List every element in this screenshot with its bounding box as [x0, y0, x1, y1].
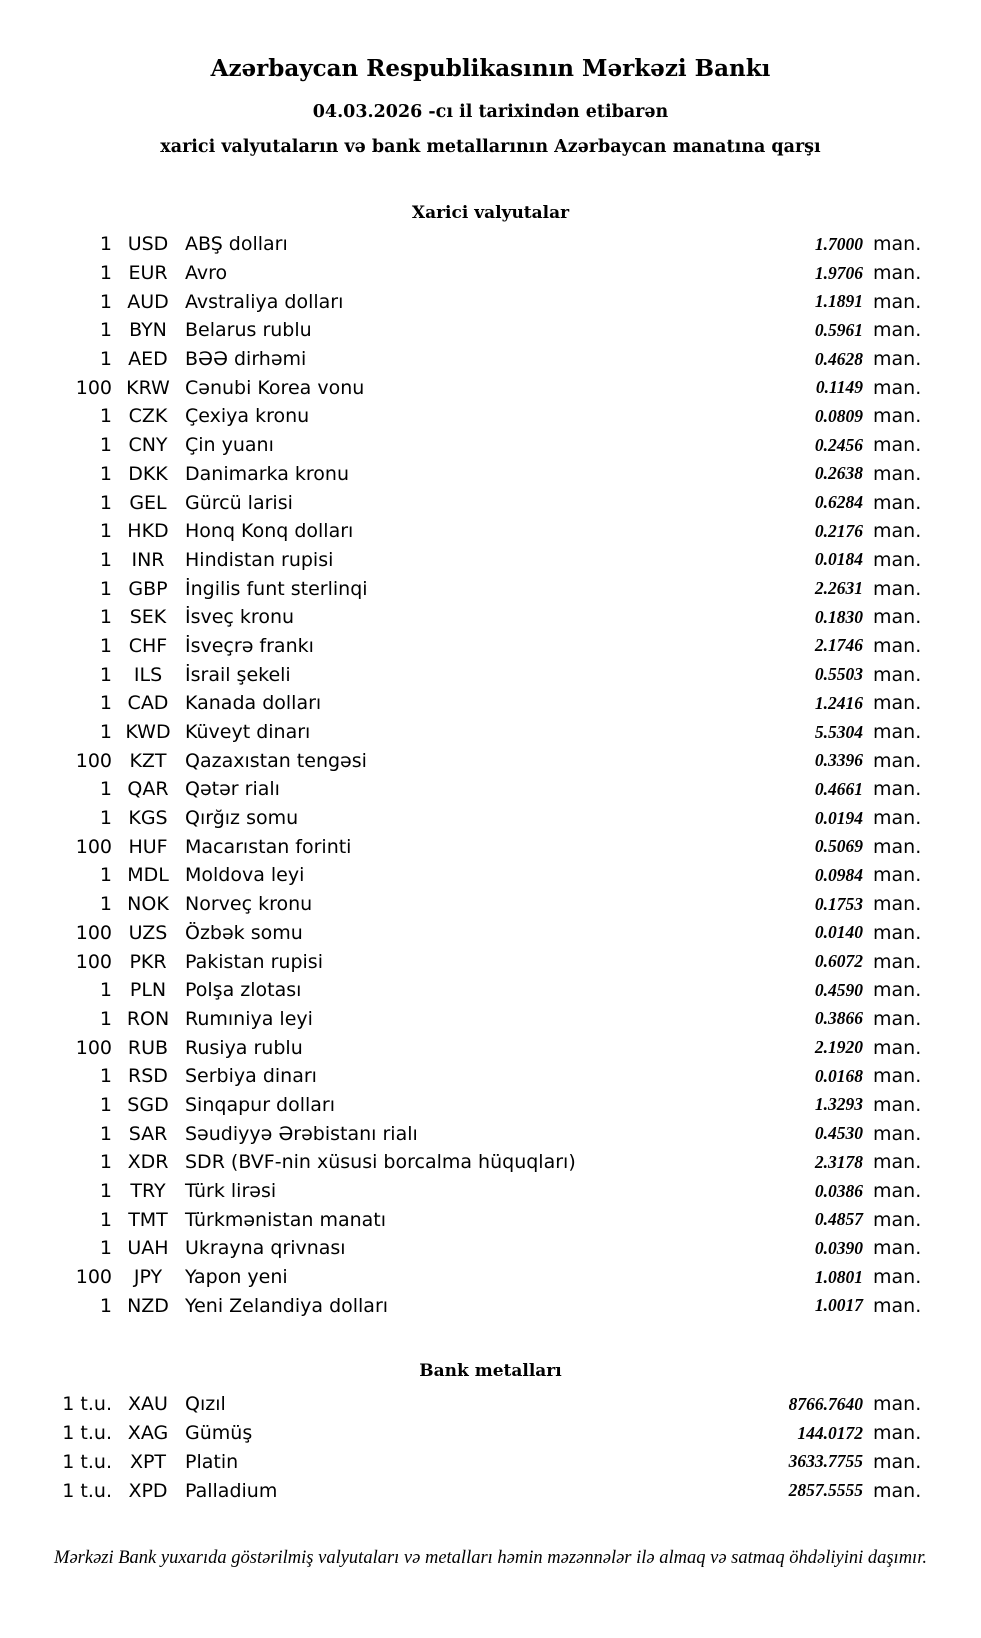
table-row [0, 517, 925, 546]
quantity: 1 [99, 491, 112, 514]
currency-code: MDL [127, 864, 169, 887]
currency-name: Danimarka kronu [185, 462, 350, 485]
table-row [0, 1448, 925, 1477]
currency-code: RUB [127, 1036, 169, 1059]
table-row [0, 660, 925, 689]
rate-value: 1.0801 [814, 1266, 863, 1287]
unit-label: man. [873, 491, 922, 514]
currency-code: SEK [129, 606, 167, 629]
unit-label: man. [873, 692, 922, 715]
currency-name: Qızıl [185, 1393, 226, 1416]
quantity: 1 [99, 893, 112, 916]
unit-label: man. [873, 721, 922, 744]
table-row [0, 345, 925, 374]
currency-code: XPD [128, 1479, 168, 1502]
quantity: 1 [99, 1180, 112, 1203]
currency-name: Türkmənistan manatı [185, 1208, 387, 1231]
currency-code: INR [131, 548, 165, 571]
table-row [0, 546, 925, 575]
rate-value: 0.1753 [814, 893, 863, 914]
currency-code: ILS [133, 663, 163, 686]
quantity: 1 t.u. [62, 1422, 112, 1445]
table-row [0, 919, 925, 948]
rate-value: 0.5069 [814, 836, 863, 857]
currency-name: ABŞ dolları [185, 233, 288, 256]
currency-code: AED [128, 348, 168, 371]
quantity: 1 t.u. [62, 1393, 112, 1416]
currency-code: CZK [128, 405, 168, 428]
currency-code: SAR [128, 1122, 168, 1145]
currency-code: HKD [127, 520, 169, 543]
quantity: 1 t.u. [62, 1450, 112, 1473]
quantity: 1 [99, 434, 112, 457]
currency-code: PKR [129, 950, 167, 973]
currency-code: CNY [128, 434, 168, 457]
currency-name: Cənubi Korea vonu [185, 376, 365, 399]
unit-label: man. [873, 1093, 922, 1116]
currency-name: Norveç kronu [185, 893, 313, 916]
currency-name: Kanada dolları [185, 692, 322, 715]
table-row [0, 718, 925, 747]
rate-value: 0.6284 [814, 492, 863, 513]
currency-code: PLN [129, 979, 167, 1002]
rate-value: 2857.5555 [788, 1480, 863, 1501]
rate-value: 0.6072 [814, 951, 863, 972]
unit-label: man. [873, 1007, 922, 1030]
table-row [0, 1005, 925, 1034]
table-row [0, 402, 925, 431]
table-row [0, 804, 925, 833]
currency-code: HUF [128, 835, 168, 858]
unit-label: man. [873, 1208, 922, 1231]
rate-value: 2.3178 [814, 1151, 863, 1172]
section-heading-currencies: Xarici valyutalar [411, 203, 570, 223]
currency-name: Qazaxıstan tengəsi [185, 749, 367, 772]
quantity: 1 t.u. [62, 1479, 112, 1502]
quantity: 1 [99, 548, 112, 571]
currency-code: NOK [127, 893, 169, 916]
table-row [0, 287, 925, 316]
quantity: 1 [99, 348, 112, 371]
table-row [0, 775, 925, 804]
currency-code: CAD [127, 692, 169, 715]
unit-label: man. [873, 1266, 922, 1289]
currency-code: QAR [127, 778, 169, 801]
rate-value: 0.4628 [814, 348, 863, 369]
rate-value: 0.2638 [814, 463, 863, 484]
table-row [0, 1205, 925, 1234]
currency-code: KWD [125, 721, 171, 744]
quantity: 1 [99, 1065, 112, 1088]
unit-label: man. [873, 893, 922, 916]
table-row [0, 1033, 925, 1062]
unit-label: man. [873, 1151, 922, 1174]
currency-code: XAU [128, 1393, 168, 1416]
currency-name: Qırğız somu [185, 807, 299, 830]
currency-name: Yapon yeni [185, 1266, 288, 1289]
unit-label: man. [873, 1422, 922, 1445]
quantity: 1 [99, 1007, 112, 1030]
table-row [0, 861, 925, 890]
quantity: 1 [99, 1093, 112, 1116]
rate-value: 1.9706 [814, 262, 863, 283]
unit-label: man. [873, 807, 922, 830]
currency-code: UZS [128, 921, 168, 944]
unit-label: man. [873, 1065, 922, 1088]
quantity: 1 [99, 462, 112, 485]
rate-value: 0.3396 [814, 750, 863, 771]
currency-name: İsrail şekeli [185, 663, 291, 686]
currency-code: TRY [130, 1180, 166, 1203]
quantity: 1 [99, 233, 112, 256]
currency-name: Platin [185, 1450, 239, 1473]
currency-name: Polşa zlotası [185, 979, 302, 1002]
unit-label: man. [873, 1294, 922, 1317]
currency-name: Ukrayna qrivnası [185, 1237, 346, 1260]
table-row [0, 1263, 925, 1292]
unit-label: man. [873, 405, 922, 428]
unit-label: man. [873, 921, 922, 944]
quantity: 1 [99, 290, 112, 313]
rate-value: 0.4530 [814, 1123, 863, 1144]
currency-code: JPY [133, 1266, 163, 1289]
table-row [0, 832, 925, 861]
currency-code: CHF [128, 634, 168, 657]
currency-code: RON [126, 1007, 170, 1030]
unit-label: man. [873, 749, 922, 772]
rate-value: 0.1149 [815, 377, 863, 398]
rate-value: 2.1920 [814, 1037, 863, 1058]
unit-label: man. [873, 376, 922, 399]
unit-label: man. [873, 1237, 922, 1260]
currency-name: Gürcü larisi [185, 491, 293, 514]
table-row [0, 890, 925, 919]
currency-code: UAH [127, 1237, 169, 1260]
currency-name: SDR (BVF-nin xüsusi borcalma hüquqları) [185, 1151, 576, 1174]
currency-name: Avstraliya dolları [185, 290, 344, 313]
currency-name: Moldova leyi [185, 864, 305, 887]
rate-value: 3633.7755 [788, 1451, 863, 1472]
rate-value: 0.4857 [814, 1209, 863, 1230]
rate-value: 0.5961 [814, 319, 863, 340]
footer-note: Mərkəzi Bank yuxarıda göstərilmiş valyutaları və metalları həmin məzənnələr ilə almaq və satmaq öhdəliyini daşımır. [54, 1547, 927, 1568]
currency-name: Palladium [185, 1479, 278, 1502]
quantity: 1 [99, 721, 112, 744]
quantity: 1 [99, 663, 112, 686]
rate-value: 0.0140 [814, 922, 863, 943]
table-row [0, 1419, 925, 1448]
quantity: 1 [99, 606, 112, 629]
quantity: 100 [75, 950, 112, 973]
rate-value: 0.1830 [814, 606, 863, 627]
currency-code: USD [127, 233, 169, 256]
quantity: 1 [99, 1237, 112, 1260]
rate-value: 0.4661 [814, 778, 863, 799]
quantity: 1 [99, 1208, 112, 1231]
quantity: 1 [99, 319, 112, 342]
currency-code: SGD [127, 1093, 169, 1116]
currency-code: KRW [126, 376, 170, 399]
unit-label: man. [873, 634, 922, 657]
quantity: 1 [99, 1122, 112, 1145]
quantity: 100 [75, 1266, 112, 1289]
currency-name: Rusiya rublu [185, 1036, 303, 1059]
table-row [0, 1234, 925, 1263]
currency-name: Macarıstan forinti [185, 835, 352, 858]
table-row [0, 1119, 925, 1148]
unit-label: man. [873, 1479, 922, 1502]
quantity: 1 [99, 778, 112, 801]
unit-label: man. [873, 290, 922, 313]
rate-value: 0.0809 [814, 405, 863, 426]
currency-code: XPT [129, 1450, 167, 1473]
table-row [0, 316, 925, 345]
table-row [0, 373, 925, 402]
unit-label: man. [873, 979, 922, 1002]
quantity: 1 [99, 520, 112, 543]
table-row [0, 431, 925, 460]
unit-label: man. [873, 434, 922, 457]
quantity: 100 [75, 749, 112, 772]
table-row [0, 632, 925, 661]
unit-label: man. [873, 864, 922, 887]
table-row [0, 1091, 925, 1120]
currency-code: AUD [127, 290, 169, 313]
quantity: 100 [75, 835, 112, 858]
unit-label: man. [873, 1393, 922, 1416]
rate-value: 1.0017 [814, 1295, 863, 1316]
rate-value: 2.2631 [814, 578, 863, 599]
table-row [0, 1177, 925, 1206]
quantity: 1 [99, 405, 112, 428]
rate-value: 0.3866 [814, 1008, 863, 1029]
currency-code: GBP [128, 577, 168, 600]
currency-name: Avro [185, 262, 228, 285]
quantity: 1 [99, 1151, 112, 1174]
exchange-rate-bulletin [0, 55, 981, 1569]
rate-value: 144.0172 [797, 1422, 863, 1443]
table-row [0, 1390, 925, 1419]
rate-value: 0.5503 [814, 664, 863, 685]
unit-label: man. [873, 606, 922, 629]
rate-value: 1.7000 [814, 233, 863, 254]
table-row [0, 488, 925, 517]
currency-name: Özbək somu [185, 921, 303, 944]
currency-code: BYN [129, 319, 167, 342]
rate-value: 2.1746 [814, 635, 863, 656]
unit-label: man. [873, 462, 922, 485]
currency-code: DKK [128, 462, 168, 485]
currency-name: İngilis funt sterlinqi [185, 577, 368, 600]
currency-code: KGS [128, 807, 168, 830]
rate-value: 5.5304 [814, 721, 863, 742]
unit-label: man. [873, 663, 922, 686]
rate-value: 0.0386 [814, 1180, 863, 1201]
currency-name: Küveyt dinarı [185, 721, 311, 744]
currency-name: Serbiya dinarı [185, 1065, 317, 1088]
quantity: 1 [99, 864, 112, 887]
quantity: 1 [99, 807, 112, 830]
rate-value: 0.2456 [814, 434, 863, 455]
quantity: 100 [75, 1036, 112, 1059]
currency-table [0, 230, 925, 1320]
rate-value: 0.0984 [814, 864, 863, 885]
table-row [0, 574, 925, 603]
table-row [0, 947, 925, 976]
currency-name: Gümüş [185, 1422, 253, 1445]
currency-code: EUR [128, 262, 168, 285]
rate-value: 0.2176 [814, 520, 863, 541]
unit-label: man. [873, 950, 922, 973]
quantity: 1 [99, 634, 112, 657]
rate-value: 0.0390 [814, 1237, 863, 1258]
effective-date-line: 04.03.2026 -cı il tarixindən etibarən [312, 102, 669, 122]
table-row [0, 1291, 925, 1320]
currency-name: Çin yuanı [185, 434, 274, 457]
currency-name: Səudiyyə Ərəbistanı rialı [185, 1122, 418, 1145]
currency-name: Rumıniya leyi [185, 1007, 313, 1030]
subtitle: xarici valyutaların və bank metallarının Azərbaycan manatına qarşı [160, 137, 821, 157]
quantity: 100 [75, 921, 112, 944]
currency-code: XDR [127, 1151, 169, 1174]
table-row [0, 230, 925, 259]
quantity: 1 [99, 692, 112, 715]
currency-name: Hindistan rupisi [185, 548, 334, 571]
currency-name: Yeni Zelandiya dolları [185, 1294, 389, 1317]
currency-name: Qətər rialı [185, 778, 280, 801]
quantity: 1 [99, 262, 112, 285]
currency-name: Çexiya kronu [185, 405, 310, 428]
currency-name: Honq Konq dolları [185, 520, 354, 543]
rate-value: 1.3293 [814, 1094, 863, 1115]
quantity: 100 [75, 376, 112, 399]
table-row [0, 746, 925, 775]
currency-name: BƏƏ dirhəmi [185, 348, 307, 371]
currency-name: İsveçrə frankı [185, 634, 314, 657]
section-heading-metals: Bank metalları [419, 1361, 562, 1382]
table-row [0, 689, 925, 718]
rate-value: 0.0184 [814, 549, 863, 570]
unit-label: man. [873, 778, 922, 801]
table-row [0, 1062, 925, 1091]
quantity: 1 [99, 577, 112, 600]
unit-label: man. [873, 520, 922, 543]
currency-code: GEL [129, 491, 167, 514]
table-row [0, 460, 925, 489]
quantity: 1 [99, 979, 112, 1002]
unit-label: man. [873, 548, 922, 571]
table-row [0, 259, 925, 288]
currency-code: NZD [127, 1294, 169, 1317]
rate-value: 0.0168 [814, 1065, 863, 1086]
quantity: 1 [99, 1294, 112, 1317]
currency-code: RSD [128, 1065, 168, 1088]
currency-name: İsveç kronu [185, 606, 295, 629]
currency-code: KZT [129, 749, 167, 772]
unit-label: man. [873, 1122, 922, 1145]
unit-label: man. [873, 262, 922, 285]
unit-label: man. [873, 1036, 922, 1059]
currency-code: XAG [127, 1422, 169, 1445]
currency-name: Pakistan rupisi [185, 950, 323, 973]
rate-value: 1.1891 [814, 291, 863, 312]
rate-value: 8766.7640 [788, 1393, 863, 1414]
unit-label: man. [873, 348, 922, 371]
unit-label: man. [873, 577, 922, 600]
unit-label: man. [873, 1180, 922, 1203]
table-row [0, 1476, 925, 1505]
unit-label: man. [873, 835, 922, 858]
metals-table [0, 1390, 925, 1505]
table-row [0, 603, 925, 632]
currency-name: Türk lirəsi [185, 1180, 277, 1203]
rate-value: 0.0194 [814, 807, 863, 828]
currency-name: Sinqapur dolları [185, 1093, 336, 1116]
table-row [0, 976, 925, 1005]
table-row [0, 1148, 925, 1177]
unit-label: man. [873, 233, 922, 256]
currency-code: TMT [128, 1208, 168, 1231]
rate-value: 1.2416 [814, 692, 863, 713]
page-title: Azərbaycan Respublikasının Mərkəzi Bankı [210, 55, 771, 82]
unit-label: man. [873, 319, 922, 342]
unit-label: man. [873, 1450, 922, 1473]
currency-name: Belarus rublu [185, 319, 312, 342]
rate-value: 0.4590 [814, 979, 863, 1000]
